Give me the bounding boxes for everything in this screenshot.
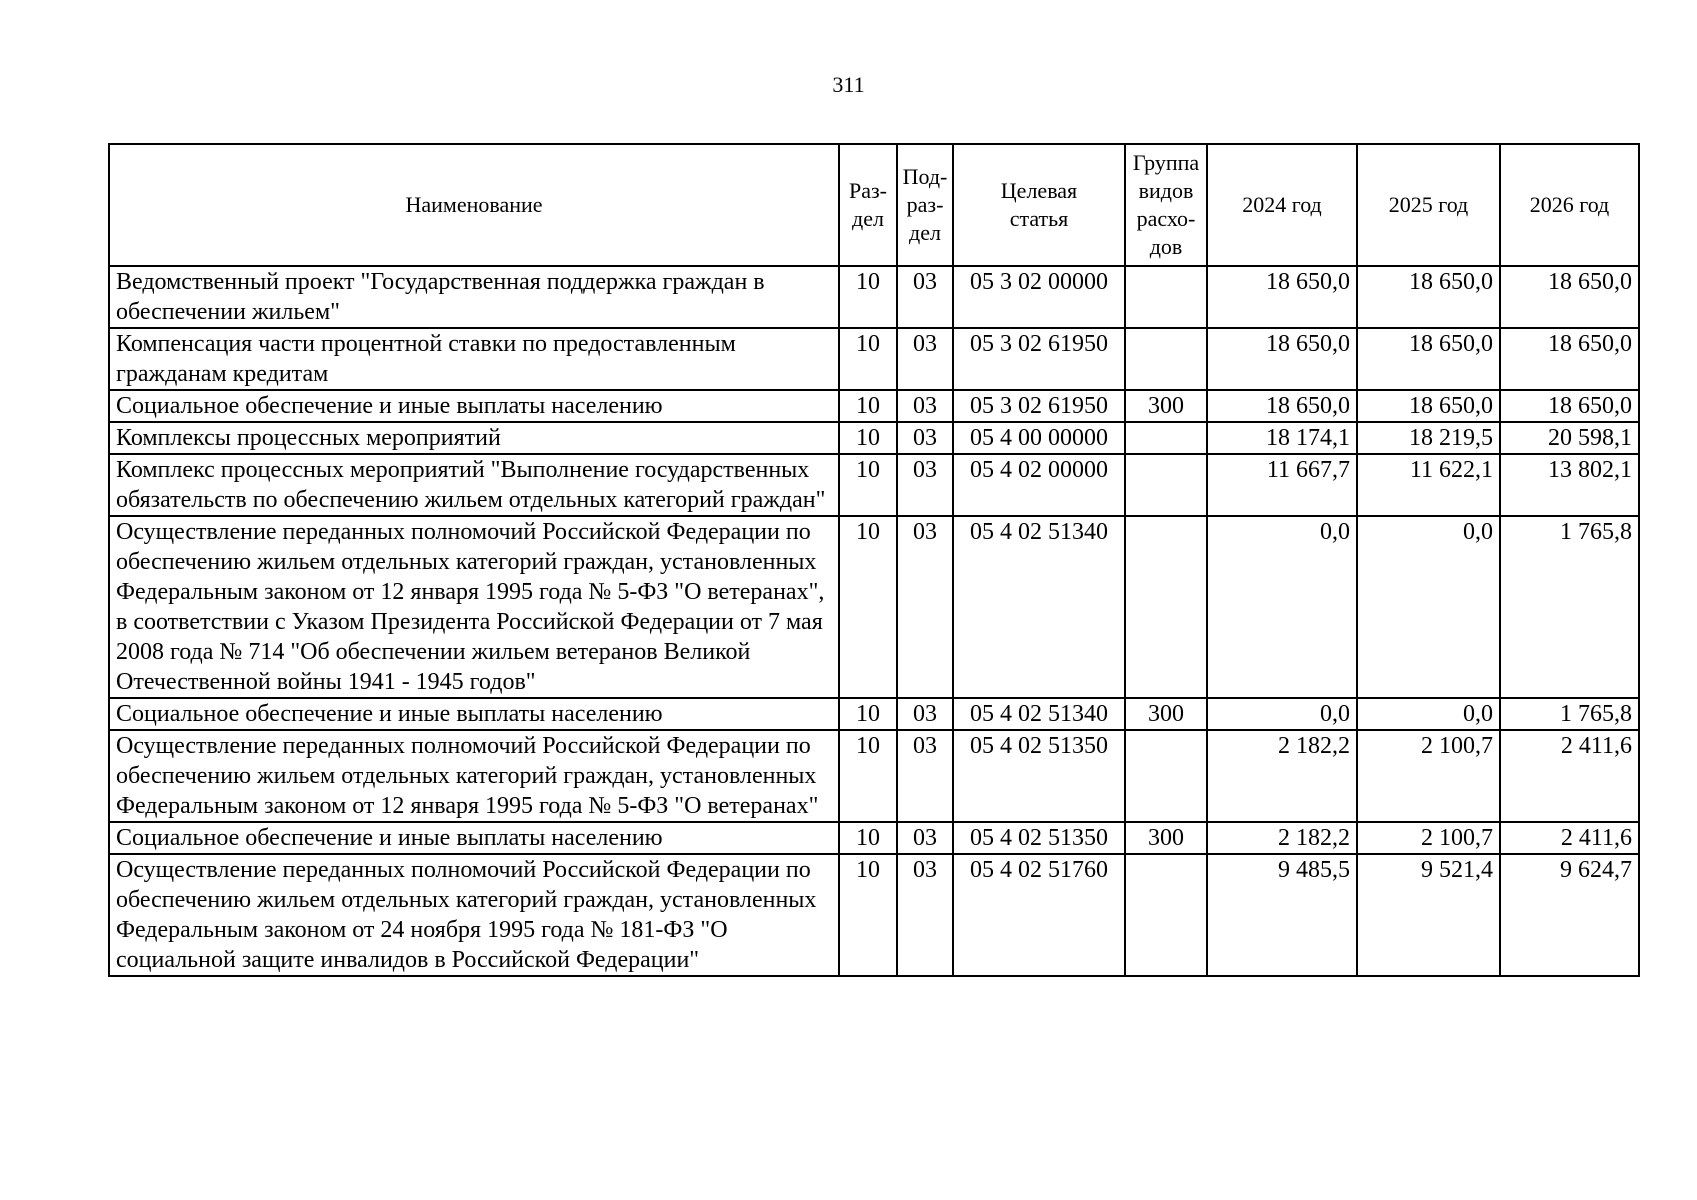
- row-value-2024: 18 650,0: [1207, 266, 1357, 328]
- row-value-2025: 2 100,7: [1357, 822, 1500, 854]
- row-value-2025: 9 521,4: [1357, 854, 1500, 976]
- row-value-2024: 9 485,5: [1207, 854, 1357, 976]
- table-row: [109, 328, 1639, 390]
- row-razdel: 10: [839, 698, 897, 730]
- row-target-article: 05 4 02 51760: [953, 854, 1125, 976]
- row-value-2024: 2 182,2: [1207, 730, 1357, 822]
- table-row: [109, 822, 1639, 854]
- row-value-2025: 18 219,5: [1357, 422, 1500, 454]
- row-podrazdel: 03: [897, 698, 953, 730]
- row-expense-group: [1125, 854, 1207, 976]
- table-row: [109, 730, 1639, 822]
- header-razdel: Раз- дел: [839, 144, 897, 266]
- row-expense-group: [1125, 454, 1207, 516]
- table-row: [109, 422, 1639, 454]
- row-razdel: 10: [839, 516, 897, 698]
- row-value-2024: 18 650,0: [1207, 390, 1357, 422]
- row-value-2026: 2 411,6: [1500, 822, 1639, 854]
- row-name: Социальное обеспечение и иные выплаты населению: [109, 390, 839, 422]
- row-name: Осуществление переданных полномочий Российской Федерации по обеспечению жильем отдельных категорий граждан, установленных Федеральным законом от 12 января 1995 года № 5-ФЗ "О ветеранах", в соответствии с Указом Президента Российской Федерации от 7 мая 2008 года № 714 "Об обеспечении жильем ветеранов Великой Отечественной войны 1941 - 1945 годов": [109, 516, 839, 698]
- row-podrazdel: 03: [897, 390, 953, 422]
- row-expense-group: 300: [1125, 698, 1207, 730]
- row-value-2025: 0,0: [1357, 698, 1500, 730]
- header-podrazdel: Под- раз- дел: [897, 144, 953, 266]
- row-target-article: 05 3 02 61950: [953, 328, 1125, 390]
- row-value-2024: 0,0: [1207, 698, 1357, 730]
- header-name: Наименование: [109, 144, 839, 266]
- row-expense-group: [1125, 328, 1207, 390]
- row-value-2025: 18 650,0: [1357, 266, 1500, 328]
- row-value-2026: 13 802,1: [1500, 454, 1639, 516]
- row-name: Осуществление переданных полномочий Российской Федерации по обеспечению жильем отдельных категорий граждан, установленных Федеральным законом от 24 ноября 1995 года № 181-ФЗ "О социальной защите инвалидов в Российской Федерации": [109, 854, 839, 976]
- row-expense-group: 300: [1125, 390, 1207, 422]
- row-razdel: 10: [839, 854, 897, 976]
- row-value-2025: 11 622,1: [1357, 454, 1500, 516]
- row-value-2024: 18 650,0: [1207, 328, 1357, 390]
- row-name: Комплекс процессных мероприятий "Выполнение государственных обязательств по обеспечению жильем отдельных категорий граждан": [109, 454, 839, 516]
- row-podrazdel: 03: [897, 854, 953, 976]
- table-row: [109, 516, 1639, 698]
- row-value-2026: 9 624,7: [1500, 854, 1639, 976]
- table-header-row: [109, 144, 1639, 266]
- row-value-2026: 18 650,0: [1500, 266, 1639, 328]
- table-row: [109, 854, 1639, 976]
- row-expense-group: [1125, 730, 1207, 822]
- row-expense-group: [1125, 516, 1207, 698]
- row-value-2026: 20 598,1: [1500, 422, 1639, 454]
- row-value-2026: 1 765,8: [1500, 516, 1639, 698]
- row-razdel: 10: [839, 390, 897, 422]
- table-row: [109, 266, 1639, 328]
- row-value-2025: 18 650,0: [1357, 390, 1500, 422]
- budget-table: [108, 143, 1640, 977]
- row-value-2026: 18 650,0: [1500, 328, 1639, 390]
- row-value-2024: 18 174,1: [1207, 422, 1357, 454]
- header-2026: 2026 год: [1500, 144, 1639, 266]
- row-target-article: 05 4 02 51340: [953, 698, 1125, 730]
- row-podrazdel: 03: [897, 822, 953, 854]
- table-row: [109, 390, 1639, 422]
- row-target-article: 05 4 02 00000: [953, 454, 1125, 516]
- row-name: Осуществление переданных полномочий Российской Федерации по обеспечению жильем отдельных категорий граждан, установленных Федеральным законом от 12 января 1995 года № 5-ФЗ "О ветеранах": [109, 730, 839, 822]
- header-2024: 2024 год: [1207, 144, 1357, 266]
- row-value-2026: 2 411,6: [1500, 730, 1639, 822]
- row-podrazdel: 03: [897, 328, 953, 390]
- header-2025: 2025 год: [1357, 144, 1500, 266]
- row-target-article: 05 4 02 51350: [953, 730, 1125, 822]
- row-podrazdel: 03: [897, 266, 953, 328]
- header-target-article: Целевая статья: [953, 144, 1125, 266]
- row-name: Комплексы процессных мероприятий: [109, 422, 839, 454]
- row-expense-group: 300: [1125, 822, 1207, 854]
- row-name: Ведомственный проект "Государственная поддержка граждан в обеспечении жильем": [109, 266, 839, 328]
- row-podrazdel: 03: [897, 730, 953, 822]
- row-target-article: 05 4 02 51350: [953, 822, 1125, 854]
- row-name: Компенсация части процентной ставки по предоставленным гражданам кредитам: [109, 328, 839, 390]
- row-podrazdel: 03: [897, 422, 953, 454]
- row-value-2025: 2 100,7: [1357, 730, 1500, 822]
- row-podrazdel: 03: [897, 516, 953, 698]
- row-target-article: 05 3 02 61950: [953, 390, 1125, 422]
- row-podrazdel: 03: [897, 454, 953, 516]
- page-number: 311: [832, 72, 865, 97]
- row-target-article: 05 3 02 00000: [953, 266, 1125, 328]
- row-value-2026: 18 650,0: [1500, 390, 1639, 422]
- row-value-2024: 11 667,7: [1207, 454, 1357, 516]
- row-razdel: 10: [839, 454, 897, 516]
- table-row: [109, 698, 1639, 730]
- table-row: [109, 454, 1639, 516]
- row-name: Социальное обеспечение и иные выплаты населению: [109, 822, 839, 854]
- row-razdel: 10: [839, 266, 897, 328]
- row-target-article: 05 4 02 51340: [953, 516, 1125, 698]
- row-value-2024: 2 182,2: [1207, 822, 1357, 854]
- row-value-2026: 1 765,8: [1500, 698, 1639, 730]
- row-expense-group: [1125, 266, 1207, 328]
- row-razdel: 10: [839, 822, 897, 854]
- row-razdel: 10: [839, 730, 897, 822]
- row-target-article: 05 4 00 00000: [953, 422, 1125, 454]
- row-value-2025: 18 650,0: [1357, 328, 1500, 390]
- row-expense-group: [1125, 422, 1207, 454]
- header-expense-group: Группа видов расхо- дов: [1125, 144, 1207, 266]
- row-value-2025: 0,0: [1357, 516, 1500, 698]
- row-razdel: 10: [839, 422, 897, 454]
- row-value-2024: 0,0: [1207, 516, 1357, 698]
- row-razdel: 10: [839, 328, 897, 390]
- row-name: Социальное обеспечение и иные выплаты населению: [109, 698, 839, 730]
